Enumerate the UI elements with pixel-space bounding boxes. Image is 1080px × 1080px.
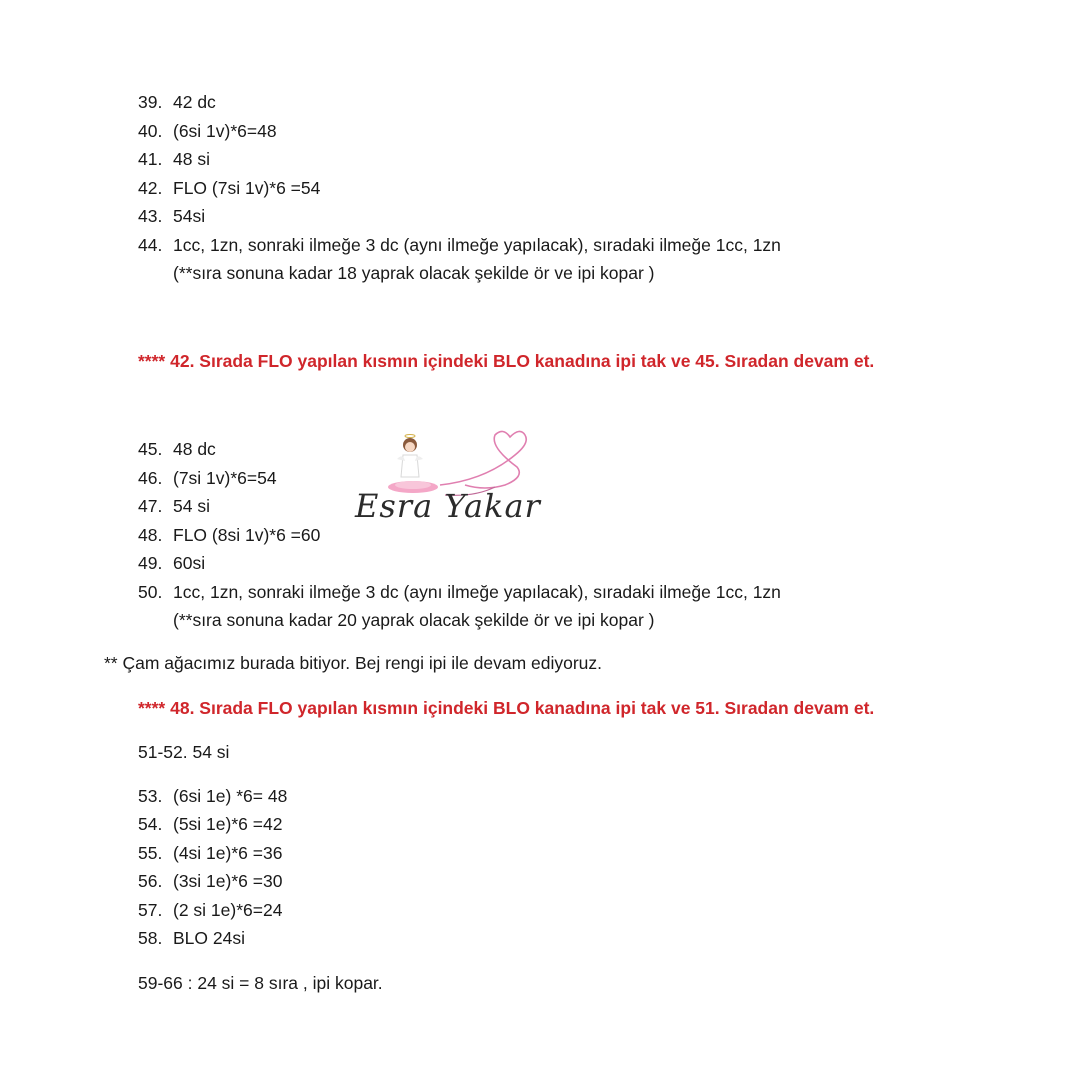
logo-text: Esra Yakar xyxy=(355,487,541,525)
row-41: 41. 48 si xyxy=(138,149,210,169)
row-55: 55. (4si 1e)*6 =36 xyxy=(138,843,283,863)
tree-end-note: ** Çam ağacımız burada bitiyor. Bej rengi ipi ile devam ediyoruz. xyxy=(104,653,603,673)
halo-icon xyxy=(405,435,415,438)
red-instruction-1: **** 42. Sırada FLO yapılan kısmın içindeki BLO kanadına ipi tak ve 45. Sıradan devam et. xyxy=(138,351,875,371)
row-45: 45. 48 dc xyxy=(138,439,216,459)
row-44: 44. 1cc, 1zn, sonraki ilmeğe 3 dc (aynı ilmeğe yapılacak), sıradaki ilmeğe 1cc, 1zn xyxy=(138,235,781,255)
row-39: 39. 42 dc xyxy=(138,92,216,112)
doll-face-icon xyxy=(405,442,415,452)
row-44-note: (**sıra sonuna kadar 18 yaprak olacak şekilde ör ve ipi kopar ) xyxy=(173,263,655,283)
row-53: 53. (6si 1e) *6= 48 xyxy=(138,786,288,806)
row-43: 43. 54si xyxy=(138,206,206,226)
red-instruction-2: **** 48. Sırada FLO yapılan kısmın içindeki BLO kanadına ipi tak ve 51. Sıradan devam et. xyxy=(138,698,875,718)
row-50-note: (**sıra sonuna kadar 20 yaprak olacak şekilde ör ve ipi kopar ) xyxy=(173,610,655,630)
row-57: 57. (2 si 1e)*6=24 xyxy=(138,900,283,920)
row-40: 40. (6si 1v)*6=48 xyxy=(138,121,277,141)
row-59-66: 59-66 : 24 si = 8 sıra , ipi kopar. xyxy=(138,973,383,993)
row-42: 42. FLO (7si 1v)*6 =54 xyxy=(138,178,321,198)
row-58: 58. BLO 24si xyxy=(138,928,245,948)
row-50: 50. 1cc, 1zn, sonraki ilmeğe 3 dc (aynı ilmeğe yapılacak), sıradaki ilmeğe 1cc, 1zn xyxy=(138,582,781,602)
row-49: 49. 60si xyxy=(138,553,206,573)
row-51-52: 51-52. 54 si xyxy=(138,742,230,762)
row-48: 48. FLO (8si 1v)*6 =60 xyxy=(138,525,321,545)
row-47: 47. 54 si xyxy=(138,496,210,516)
esra-yakar-logo xyxy=(345,425,550,550)
row-56: 56. (3si 1e)*6 =30 xyxy=(138,871,283,891)
row-54: 54. (5si 1e)*6 =42 xyxy=(138,814,283,834)
heart-swirl-icon xyxy=(440,431,526,488)
row-46: 46. (7si 1v)*6=54 xyxy=(138,468,277,488)
